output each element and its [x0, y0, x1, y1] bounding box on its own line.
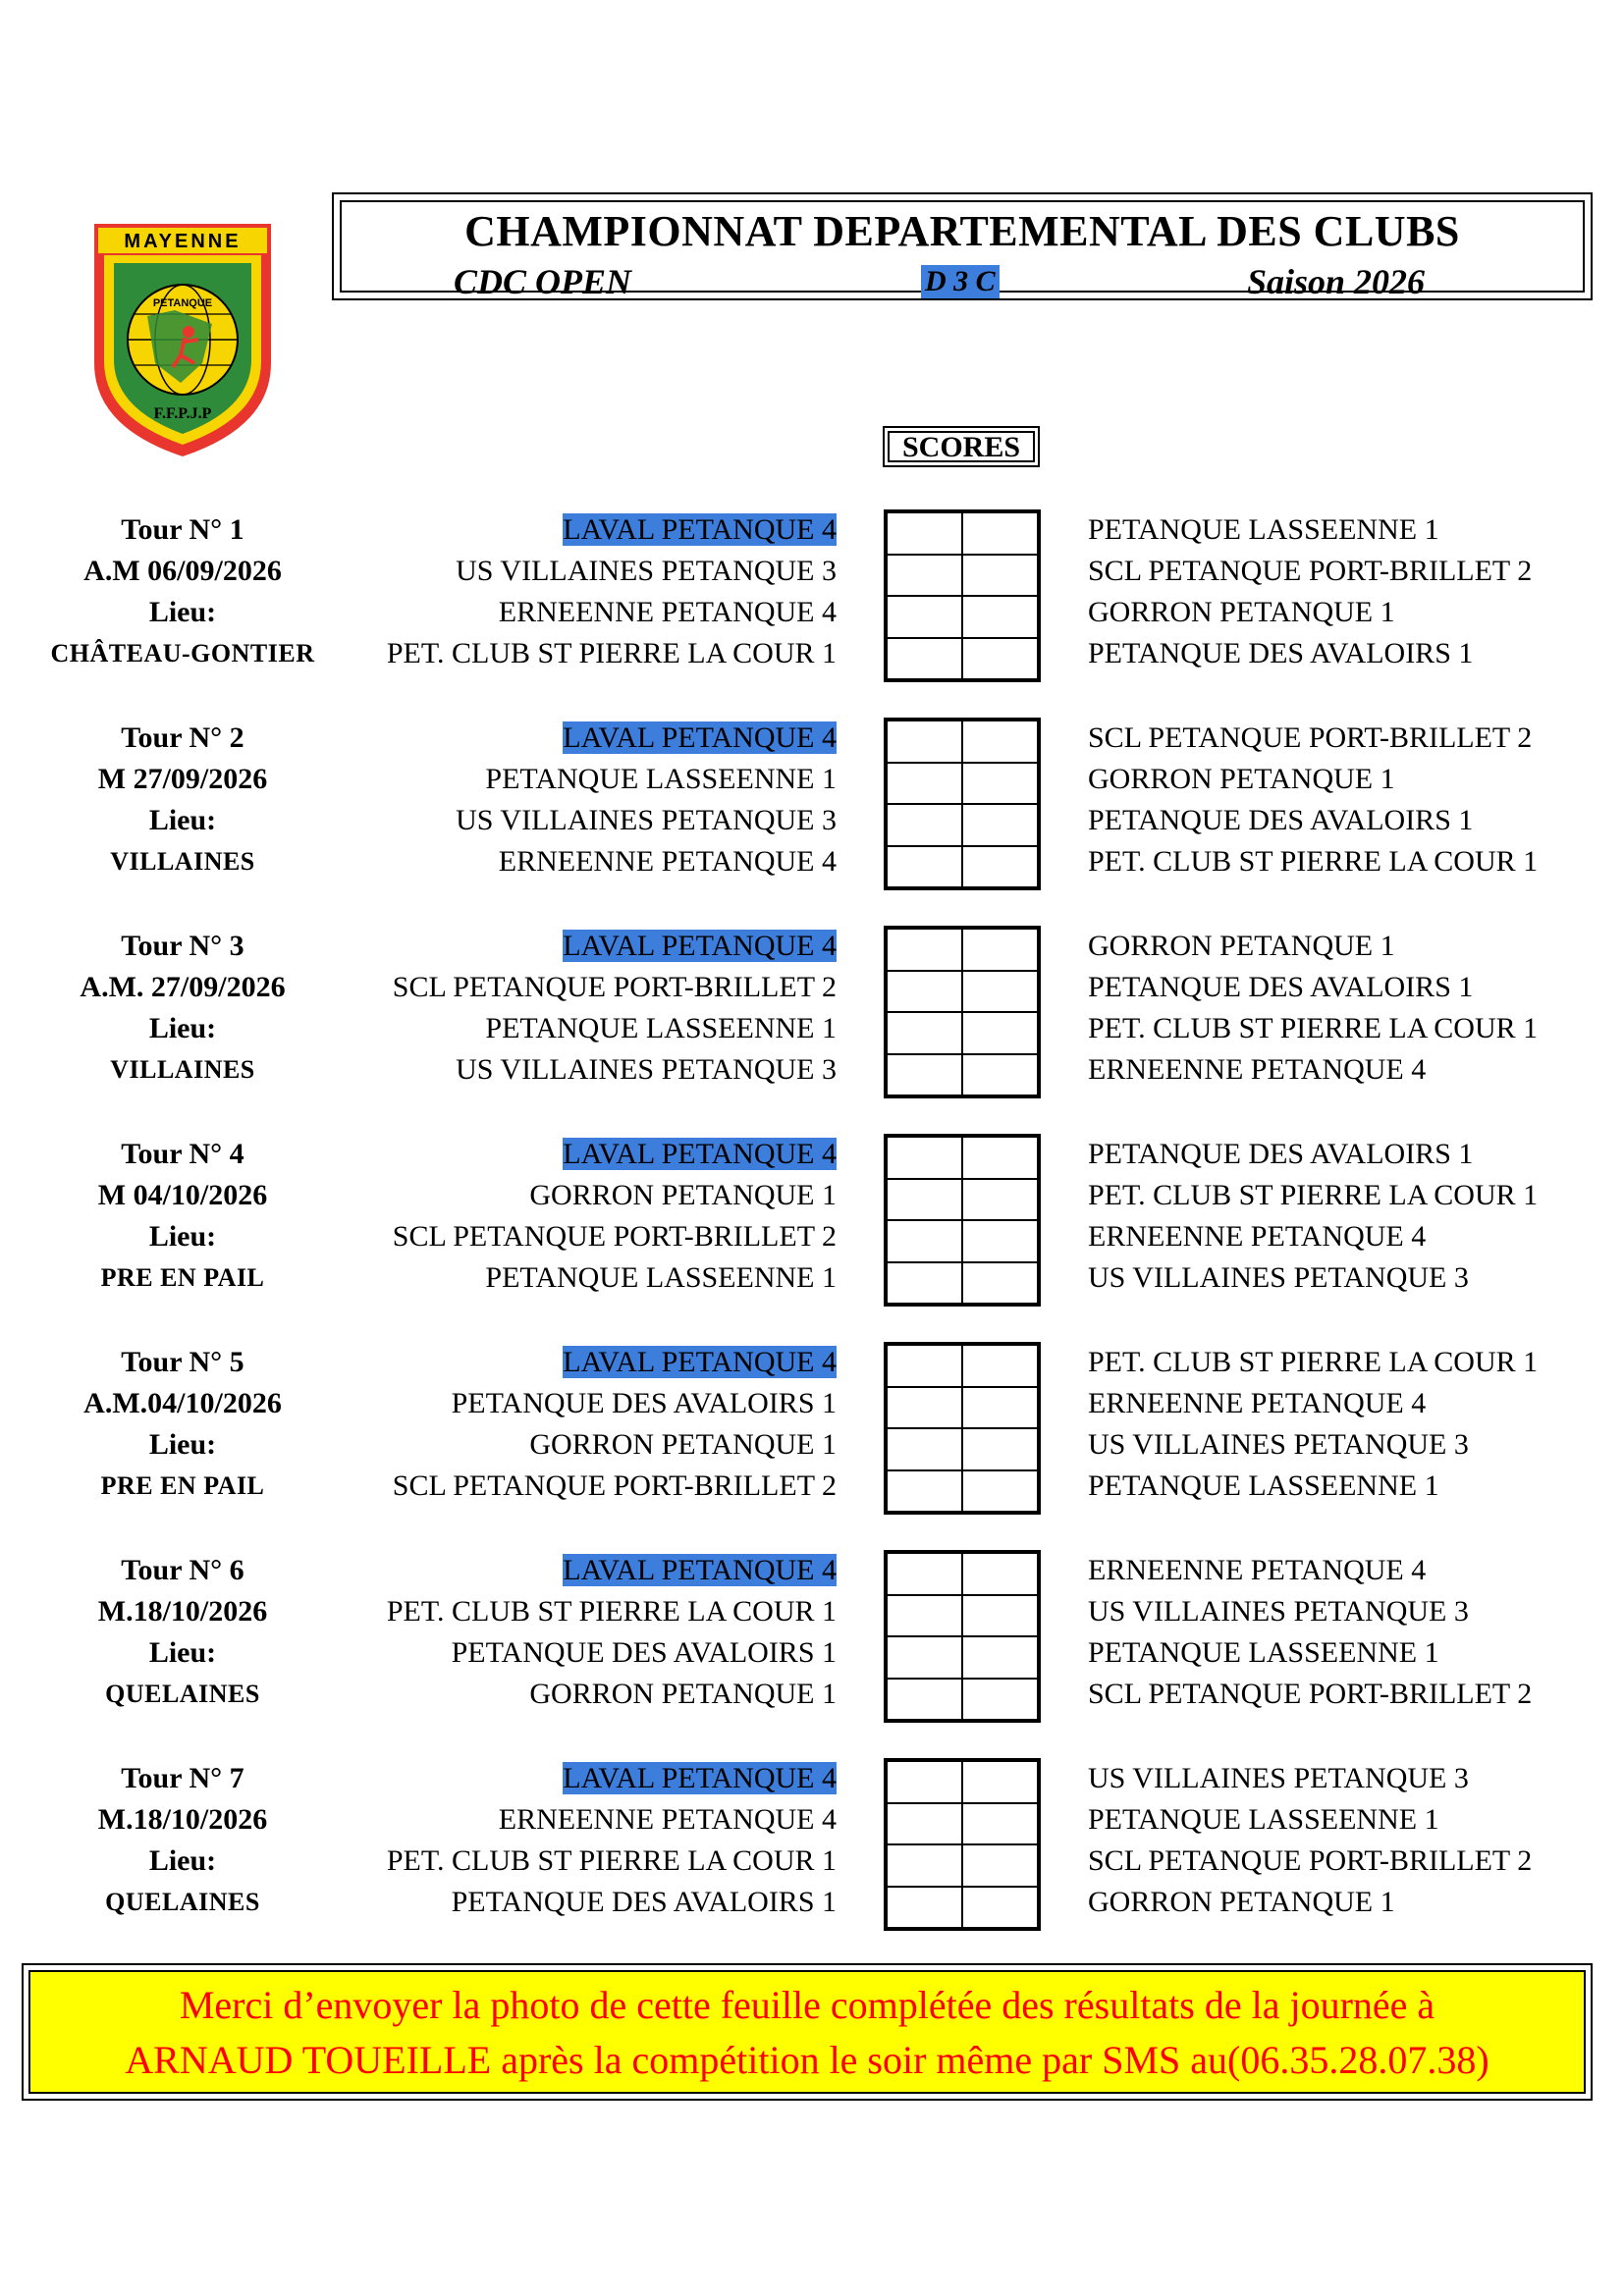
home-team: LAVAL PETANQUE 4: [563, 1762, 837, 1794]
score-grid: [884, 1342, 1041, 1515]
home-score-cell[interactable]: [887, 1887, 962, 1929]
home-team: ERNEENNE PETANQUE 4: [498, 596, 837, 628]
home-team: LAVAL PETANQUE 4: [563, 930, 837, 962]
home-score-cell[interactable]: [887, 804, 962, 846]
home-teams: [334, 1134, 837, 1299]
round-lieu-label: Lieu:: [148, 596, 217, 628]
home-score-cell[interactable]: [887, 1428, 962, 1470]
home-team: LAVAL PETANQUE 4: [563, 1554, 837, 1586]
away-team: GORRON PETANQUE 1: [1088, 930, 1395, 962]
away-score-cell[interactable]: [962, 555, 1038, 597]
round-block: [0, 1758, 1624, 1931]
away-team: GORRON PETANQUE 1: [1088, 1886, 1395, 1918]
away-team: GORRON PETANQUE 1: [1088, 763, 1395, 795]
away-team: US VILLAINES PETANQUE 3: [1088, 1595, 1469, 1628]
round-date: A.M.04/10/2026: [83, 1387, 282, 1419]
away-team: ERNEENNE PETANQUE 4: [1088, 1554, 1427, 1586]
home-team: PETANQUE DES AVALOIRS 1: [451, 1636, 837, 1669]
away-score-cell[interactable]: [962, 1679, 1038, 1721]
away-score-cell[interactable]: [962, 1387, 1038, 1429]
score-grid: [884, 926, 1041, 1098]
away-score-cell[interactable]: [962, 721, 1038, 763]
home-team: US VILLAINES PETANQUE 3: [456, 804, 837, 836]
home-score-cell[interactable]: [887, 638, 962, 680]
home-team: SCL PETANQUE PORT-BRILLET 2: [392, 1469, 837, 1502]
away-team: PETANQUE DES AVALOIRS 1: [1088, 971, 1474, 1003]
round-info: [39, 718, 326, 882]
home-team: LAVAL PETANQUE 4: [563, 1346, 837, 1378]
away-score-cell[interactable]: [962, 638, 1038, 680]
away-score-cell[interactable]: [962, 1844, 1038, 1887]
round-block: [0, 1134, 1624, 1307]
home-team: LAVAL PETANQUE 4: [563, 1138, 837, 1170]
away-score-cell[interactable]: [962, 1054, 1038, 1096]
round-lieu-label: Lieu:: [148, 804, 217, 836]
round-date: M 04/10/2026: [97, 1179, 268, 1211]
home-teams: [334, 1758, 837, 1923]
round-lieu-label: Lieu:: [148, 1844, 217, 1877]
home-team: SCL PETANQUE PORT-BRILLET 2: [392, 1220, 837, 1253]
home-score-cell[interactable]: [887, 1761, 962, 1803]
home-score-cell[interactable]: [887, 721, 962, 763]
away-score-cell[interactable]: [962, 1428, 1038, 1470]
round-info: [39, 926, 326, 1091]
round-lieu: PRE EN PAIL: [100, 1263, 265, 1292]
round-info: [39, 509, 326, 674]
home-score-cell[interactable]: [887, 1179, 962, 1221]
home-score-cell[interactable]: [887, 1636, 962, 1679]
away-score-cell[interactable]: [962, 929, 1038, 971]
round-info: [39, 1134, 326, 1299]
logo-top-text: MAYENNE: [124, 231, 242, 252]
round-block: [0, 926, 1624, 1098]
away-team: PETANQUE LASSEENNE 1: [1088, 1803, 1439, 1836]
home-team: GORRON PETANQUE 1: [529, 1428, 837, 1461]
home-score-cell[interactable]: [887, 1054, 962, 1096]
home-score-cell[interactable]: [887, 555, 962, 597]
home-teams: [334, 718, 837, 882]
round-title: Tour N° 2: [121, 721, 244, 754]
round-lieu-label: Lieu:: [148, 1636, 217, 1669]
home-score-cell[interactable]: [887, 1220, 962, 1262]
round-date: M 27/09/2026: [97, 763, 268, 795]
away-score-cell[interactable]: [962, 1595, 1038, 1637]
notice-line-1: Merci d’envoyer la photo de cette feuille complétée des résultats de la journée à: [179, 1983, 1435, 2027]
home-score-cell[interactable]: [887, 846, 962, 888]
home-score-cell[interactable]: [887, 1803, 962, 1845]
round-lieu: CHÂTEAU-GONTIER: [50, 639, 315, 667]
round-info: [39, 1758, 326, 1923]
away-team: US VILLAINES PETANQUE 3: [1088, 1428, 1469, 1461]
away-team: PETANQUE DES AVALOIRS 1: [1088, 1138, 1474, 1170]
away-score-cell[interactable]: [962, 1636, 1038, 1679]
away-score-cell[interactable]: [962, 1012, 1038, 1054]
home-team: LAVAL PETANQUE 4: [563, 721, 837, 754]
category-label: CDC OPEN: [454, 262, 632, 301]
home-score-cell[interactable]: [887, 1553, 962, 1595]
away-team: SCL PETANQUE PORT-BRILLET 2: [1088, 721, 1533, 754]
page-title: CHAMPIONNAT DEPARTEMENTAL DES CLUBS: [464, 207, 1460, 255]
away-team: PET. CLUB ST PIERRE LA COUR 1: [1088, 1179, 1539, 1211]
home-score-cell[interactable]: [887, 1679, 962, 1721]
round-lieu: PRE EN PAIL: [100, 1471, 265, 1500]
home-score-cell[interactable]: [887, 512, 962, 555]
round-info: [39, 1342, 326, 1507]
round-title: Tour N° 4: [121, 1138, 244, 1170]
away-score-cell[interactable]: [962, 1803, 1038, 1845]
away-team: PET. CLUB ST PIERRE LA COUR 1: [1088, 1346, 1539, 1378]
home-team: US VILLAINES PETANQUE 3: [456, 555, 837, 587]
home-teams: [334, 1342, 837, 1507]
away-teams: [1088, 1550, 1598, 1715]
round-block: [0, 1550, 1624, 1723]
away-score-cell[interactable]: [962, 1553, 1038, 1595]
away-team: ERNEENNE PETANQUE 4: [1088, 1220, 1427, 1253]
home-team: ERNEENNE PETANQUE 4: [498, 1803, 837, 1836]
round-title: Tour N° 3: [121, 930, 244, 962]
round-lieu: VILLAINES: [110, 847, 255, 876]
home-teams: [334, 926, 837, 1091]
round-lieu: QUELAINES: [105, 1680, 260, 1708]
away-team: US VILLAINES PETANQUE 3: [1088, 1261, 1469, 1294]
away-team: ERNEENNE PETANQUE 4: [1088, 1053, 1427, 1086]
away-teams: [1088, 1342, 1598, 1507]
home-teams: [334, 1550, 837, 1715]
home-team: PETANQUE LASSEENNE 1: [485, 763, 837, 795]
away-team: SCL PETANQUE PORT-BRILLET 2: [1088, 1678, 1533, 1710]
home-team: SCL PETANQUE PORT-BRILLET 2: [392, 971, 837, 1003]
score-grid: [884, 509, 1041, 682]
away-team: GORRON PETANQUE 1: [1088, 596, 1395, 628]
round-date: A.M 06/09/2026: [83, 555, 282, 587]
home-team: PETANQUE DES AVALOIRS 1: [451, 1387, 837, 1419]
away-team: PETANQUE LASSEENNE 1: [1088, 1469, 1439, 1502]
away-score-cell[interactable]: [962, 763, 1038, 805]
home-team: LAVAL PETANQUE 4: [563, 513, 837, 546]
score-grid: [884, 1550, 1041, 1723]
away-team: SCL PETANQUE PORT-BRILLET 2: [1088, 555, 1533, 587]
away-teams: [1088, 509, 1598, 674]
scores-heading: SCORES: [883, 426, 1040, 467]
home-team: GORRON PETANQUE 1: [529, 1179, 837, 1211]
round-title: Tour N° 5: [121, 1346, 244, 1378]
away-score-cell[interactable]: [962, 596, 1038, 638]
away-teams: [1088, 1758, 1598, 1923]
season-label: Saison 2026: [1247, 262, 1426, 301]
home-team: PET. CLUB ST PIERRE LA COUR 1: [386, 637, 837, 669]
logo-bottom-text: F.F.P.J.P: [153, 405, 212, 422]
away-score-cell[interactable]: [962, 1262, 1038, 1305]
score-grid: [884, 1134, 1041, 1307]
mayenne-petanque-logo: [86, 216, 279, 461]
round-date: M.18/10/2026: [97, 1803, 268, 1836]
round-block: [0, 509, 1624, 682]
score-grid: [884, 718, 1041, 890]
away-team: PET. CLUB ST PIERRE LA COUR 1: [1088, 1012, 1539, 1044]
round-block: [0, 718, 1624, 890]
round-title: Tour N° 1: [121, 513, 244, 546]
round-date: M.18/10/2026: [97, 1595, 268, 1628]
home-score-cell[interactable]: [887, 1012, 962, 1054]
score-grid: [884, 1758, 1041, 1931]
logo-center-text: PETANQUE: [152, 297, 213, 309]
away-teams: [1088, 1134, 1598, 1299]
round-lieu-label: Lieu:: [148, 1428, 217, 1461]
home-team: PET. CLUB ST PIERRE LA COUR 1: [386, 1595, 837, 1628]
home-score-cell[interactable]: [887, 763, 962, 805]
home-team: PETANQUE LASSEENNE 1: [485, 1261, 837, 1294]
round-date: A.M. 27/09/2026: [80, 971, 286, 1003]
away-team: PETANQUE LASSEENNE 1: [1088, 1636, 1439, 1669]
away-team: PETANQUE LASSEENNE 1: [1088, 513, 1439, 546]
round-lieu-label: Lieu:: [148, 1220, 217, 1253]
round-lieu: QUELAINES: [105, 1888, 260, 1916]
away-score-cell[interactable]: [962, 512, 1038, 555]
round-info: [39, 1550, 326, 1715]
away-team: ERNEENNE PETANQUE 4: [1088, 1387, 1427, 1419]
home-score-cell[interactable]: [887, 1345, 962, 1387]
round-lieu-label: Lieu:: [148, 1012, 217, 1044]
home-score-cell[interactable]: [887, 596, 962, 638]
notice-line-2: ARNAUD TOUEILLE après la compétition le soir même par SMS au(06.35.28.07.38): [125, 2038, 1489, 2082]
round-title: Tour N° 6: [121, 1554, 244, 1586]
away-score-cell[interactable]: [962, 1179, 1038, 1221]
home-score-cell[interactable]: [887, 1470, 962, 1513]
away-team: SCL PETANQUE PORT-BRILLET 2: [1088, 1844, 1533, 1877]
round-title: Tour N° 7: [121, 1762, 244, 1794]
home-score-cell[interactable]: [887, 1595, 962, 1637]
away-teams: [1088, 926, 1598, 1091]
division-label: D 3 C: [921, 265, 1000, 298]
away-score-cell[interactable]: [962, 804, 1038, 846]
home-team: ERNEENNE PETANQUE 4: [498, 845, 837, 878]
away-team: US VILLAINES PETANQUE 3: [1088, 1762, 1469, 1794]
away-teams: [1088, 718, 1598, 882]
header-box: [332, 192, 1593, 300]
home-score-cell[interactable]: [887, 1387, 962, 1429]
home-team: US VILLAINES PETANQUE 3: [456, 1053, 837, 1086]
home-team: PETANQUE LASSEENNE 1: [485, 1012, 837, 1044]
home-teams: [334, 509, 837, 674]
home-score-cell[interactable]: [887, 971, 962, 1013]
home-score-cell[interactable]: [887, 1137, 962, 1179]
home-score-cell[interactable]: [887, 1262, 962, 1305]
away-score-cell[interactable]: [962, 1137, 1038, 1179]
away-score-cell[interactable]: [962, 971, 1038, 1013]
home-team: GORRON PETANQUE 1: [529, 1678, 837, 1710]
away-score-cell[interactable]: [962, 846, 1038, 888]
away-score-cell[interactable]: [962, 1887, 1038, 1929]
away-team: PET. CLUB ST PIERRE LA COUR 1: [1088, 845, 1539, 878]
round-block: [0, 1342, 1624, 1515]
away-team: PETANQUE DES AVALOIRS 1: [1088, 637, 1474, 669]
home-score-cell[interactable]: [887, 929, 962, 971]
home-team: PET. CLUB ST PIERRE LA COUR 1: [386, 1844, 837, 1877]
away-score-cell[interactable]: [962, 1220, 1038, 1262]
away-score-cell[interactable]: [962, 1470, 1038, 1513]
round-lieu: VILLAINES: [110, 1055, 255, 1084]
home-score-cell[interactable]: [887, 1844, 962, 1887]
home-team: PETANQUE DES AVALOIRS 1: [451, 1886, 837, 1918]
away-team: PETANQUE DES AVALOIRS 1: [1088, 804, 1474, 836]
away-score-cell[interactable]: [962, 1761, 1038, 1803]
notice-box: [22, 1963, 1593, 2101]
away-score-cell[interactable]: [962, 1345, 1038, 1387]
